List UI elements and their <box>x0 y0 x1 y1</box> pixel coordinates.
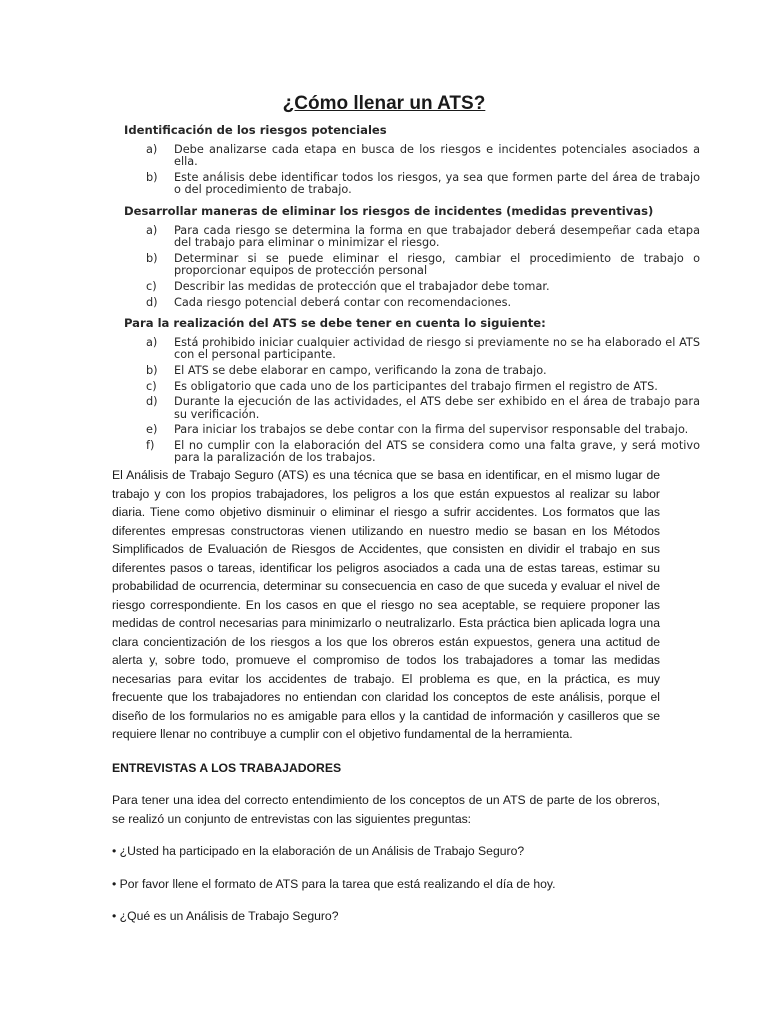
list-text: Determinar si se puede eliminar el riesgo, cambiar el procedimiento de trabajo o proporcionar equipos de protección personal <box>174 251 700 278</box>
list-text: Es obligatorio que cada uno de los participantes del trabajo firmen el registro de ATS. <box>174 379 658 393</box>
list-text: El no cumplir con la elaboración del ATS se considera como una falta grave, y será motivo para la paralización de los trabajos. <box>174 438 700 465</box>
page-title: ¿Cómo llenar un ATS? <box>282 93 486 114</box>
body-text <box>112 466 660 926</box>
list-item <box>120 253 700 278</box>
list-item <box>120 381 700 394</box>
list-marker: c) <box>146 379 157 393</box>
list-item <box>120 396 700 421</box>
list-text: Este análisis debe identificar todos los riesgos, ya sea que formen parte del área de trabajo o del procedimiento de trabajo. <box>174 170 700 197</box>
list-text: Debe analizarse cada etapa en busca de los riesgos e incidentes potenciales asociados a ella. <box>174 142 700 169</box>
list-item <box>120 440 700 465</box>
section-heading: ENTREVISTAS A LOS TRABAJADORES <box>112 760 342 775</box>
list-item <box>120 337 700 362</box>
list-text: Está prohibido iniciar cualquier actividad de riesgo si previamente no se ha elaborado el ATS con el personal participante. <box>174 335 700 362</box>
list-item <box>120 297 700 310</box>
list-marker: d) <box>146 295 158 309</box>
list-text: Para cada riesgo se determina la forma en que trabajador deberá desempeñar cada etapa del trabajo para eliminar o minimizar el riesgo. <box>174 223 700 250</box>
figure-section-heading: Identificación de los riesgos potenciales <box>124 123 387 137</box>
list-marker: a) <box>146 142 158 156</box>
list-marker: e) <box>146 423 158 437</box>
list-text: El ATS se debe elaborar en campo, verificando la zona de trabajo. <box>174 363 547 377</box>
question-item: • Por favor llene el formato de ATS para la tarea que está realizando el día de hoy. <box>112 876 556 891</box>
list-text: Para iniciar los trabajos se debe contar con la firma del supervisor responsable del trabajo. <box>174 423 689 437</box>
question-item: • ¿Usted ha participado en la elaboración de un Análisis de Trabajo Seguro? <box>112 844 525 858</box>
list-marker: c) <box>146 279 157 293</box>
list-marker: b) <box>146 170 158 184</box>
list-marker: d) <box>146 395 158 409</box>
intro-paragraph: Para tener una idea del correcto entendimiento de los conceptos de un ATS de parte de los obreros, se realizó un conjunto de entrevistas con las siguientes preguntas: <box>112 793 660 826</box>
body-paragraph: El Análisis de Trabajo Seguro (ATS) es una técnica que se basa en identificar, en el mismo lugar de trabajo y con los propios trabajadores, los peligros a los que están expuestos al realizar su labor diaria. Tiene como objetivo disminuir o eliminar el riesgo a sufrir accidentes. Los formatos que las diferentes empresas constructoras vienen utilizando en nuestro medio se basan en los Métodos Simplificados de Evaluación de Riesgos de Accidentes, que consisten en dividir el trabajo en sus diferentes pasos o tareas, identificar los peligros asociados a cada una de estas tareas, estimar su probabilidad de ocurrencia, determinar su consecuencia en caso de que suceda y evaluar el nivel de riesgo correspondiente. En los casos en que el riesgo no sea aceptable, se requiere proponer las medidas de control necesarias para minimizarlo o neutralizarlo. Esta práctica bien aplicada logra una clara concientización de los riesgos a los que los obreros están expuestos, genera una actitud de alerta y, sobre todo, promueve el compromiso de todos los trabajadores a tomar las medidas necesarias para evitar los accidentes de trabajo. El problema es que, en la práctica, es muy frecuente que los trabajadores no entiendan con claridad los conceptos de este análisis, porque el diseño de los formularios no es amigable para ellos y la cantidad de información y casilleros que se requiere llenar no contribuye a cumplir con el objetivo fundamental de la herramienta. <box>112 468 660 741</box>
list-marker: f) <box>146 438 155 452</box>
list-text: Describir las medidas de protección que el trabajador debe tomar. <box>174 279 550 293</box>
list-item <box>120 225 700 250</box>
list-marker: b) <box>146 363 158 377</box>
list-item <box>120 172 700 197</box>
list-text: Cada riesgo potencial deberá contar con recomendaciones. <box>174 295 512 309</box>
list-item <box>120 365 700 378</box>
list-item <box>120 144 700 169</box>
question-item: • ¿Qué es un Análisis de Trabajo Seguro? <box>112 909 339 923</box>
figure-section-heading: Para la realización del ATS se debe tener en cuenta lo siguiente: <box>124 316 546 331</box>
scanned-figure <box>120 123 700 465</box>
list-marker: a) <box>146 223 158 237</box>
list-item <box>120 424 700 437</box>
figure-list <box>120 225 700 310</box>
figure-section-heading: Desarrollar maneras de eliminar los riesgos de incidentes (medidas preventivas) <box>124 203 654 218</box>
list-item <box>120 281 700 294</box>
figure-list <box>120 144 700 197</box>
list-marker: a) <box>146 335 158 349</box>
list-marker: b) <box>146 251 158 265</box>
figure-list <box>120 337 700 465</box>
list-text: Durante la ejecución de las actividades, el ATS debe ser exhibido en el área de trabajo para su verificación. <box>174 395 700 421</box>
